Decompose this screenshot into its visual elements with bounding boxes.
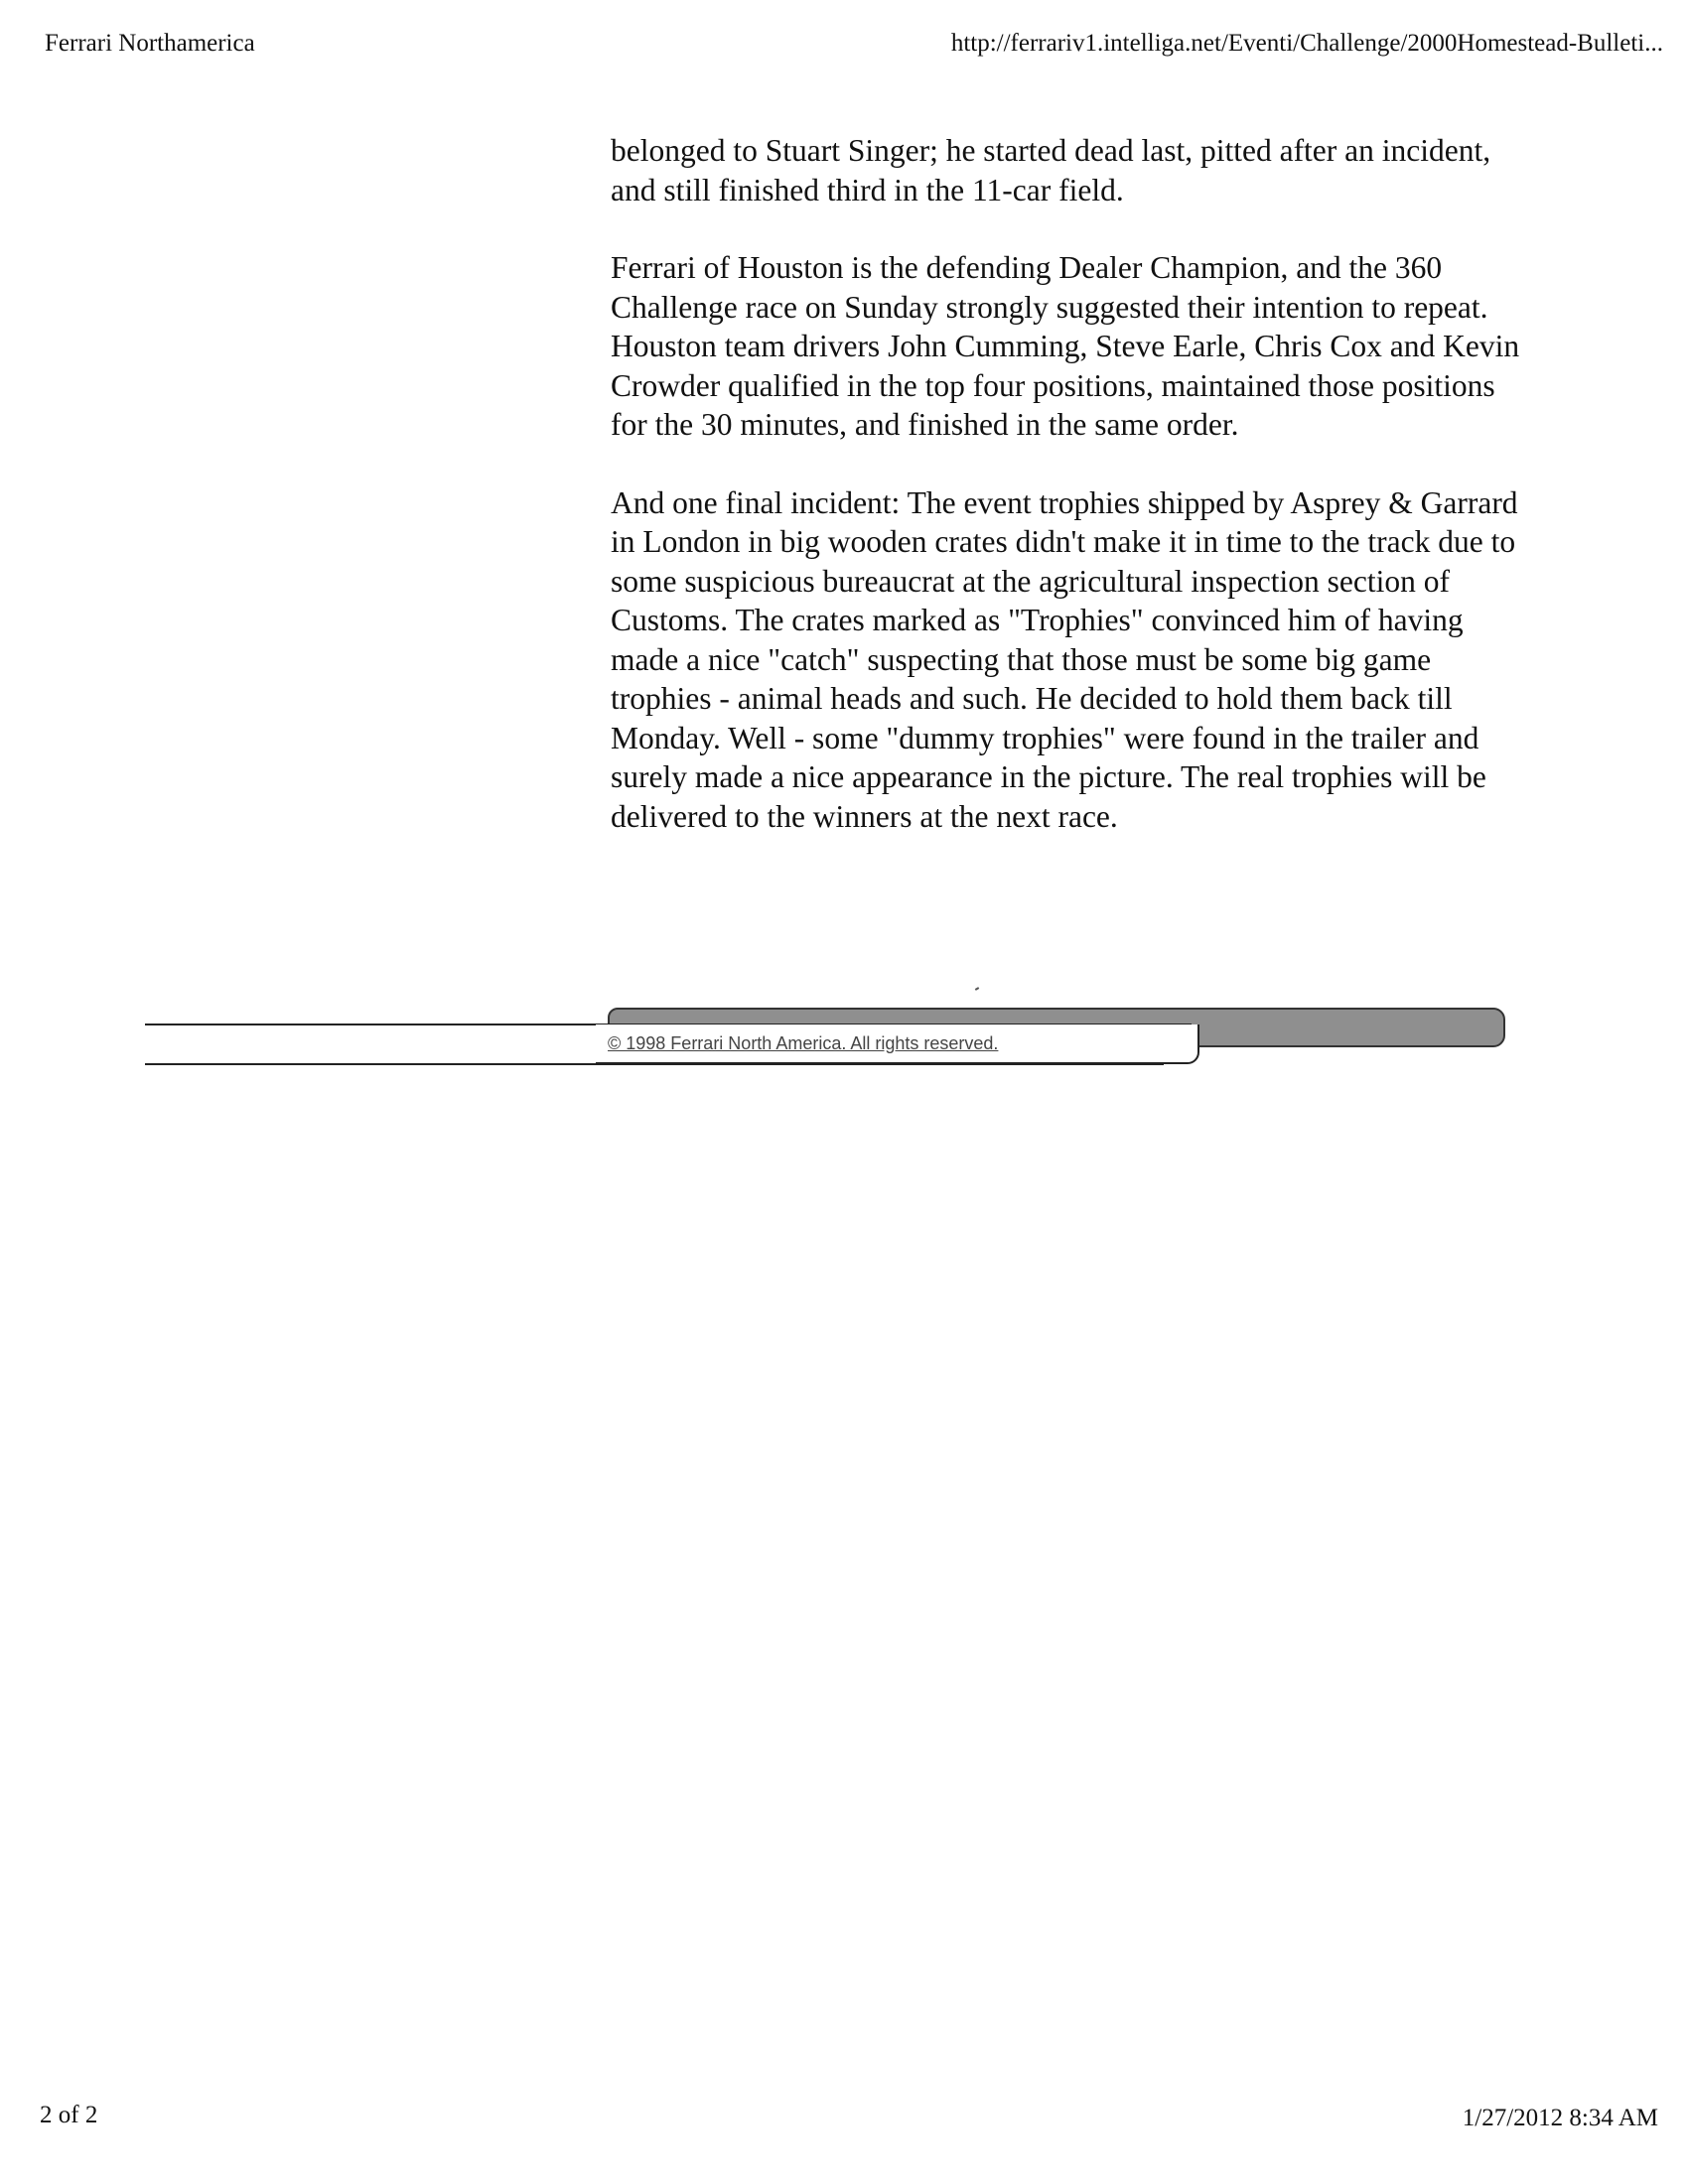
copyright-link[interactable]: © 1998 Ferrari North America. All rights reserved. [608, 1033, 999, 1053]
scan-speck [975, 987, 979, 991]
article-paragraph-3: And one final incident: The event trophies shipped by Asprey & Garrard in London in big wooden crates didn't make it in time to the track due to some suspicious bureaucrat at the agricultural inspection section of Customs. The crates marked as "Trophies" convinced him of having made a nice "catch" suspecting that those must be some big game trophies - animal heads and such. He decided to hold them back till Monday. Well - some "dummy trophies" were found in the trailer and surely made a nice appearance in the picture. The real trophies will be delivered to the winners at the next race. [611, 484, 1518, 834]
print-footer-datetime: 1/27/2012 8:34 AM [1462, 2105, 1658, 2131]
print-header-url: http://ferrariv1.intelliga.net/Eventi/Challenge/2000Homestead-Bulleti... [950, 30, 1663, 57]
footer-rule-bottom [145, 1063, 1164, 1065]
article-body [611, 131, 1534, 875]
print-footer-page-number: 2 of 2 [40, 2102, 98, 2128]
print-header-title: Ferrari Northamerica [45, 30, 255, 57]
article-paragraph-2: Ferrari of Houston is the defending Dealer Champion, and the 360 Challenge race on Sunday strongly suggested their intention to repeat. Houston team drivers John Cumming, Steve Earle, Chris Cox and Kevin Crowder qualified in the top four positions, maintained those positions for the 30 minutes, and finished in the same order. [611, 250, 1520, 442]
article-paragraph-1: belonged to Stuart Singer; he started dead last, pitted after an incident, and still finished third in the 11-car field. [611, 133, 1491, 207]
